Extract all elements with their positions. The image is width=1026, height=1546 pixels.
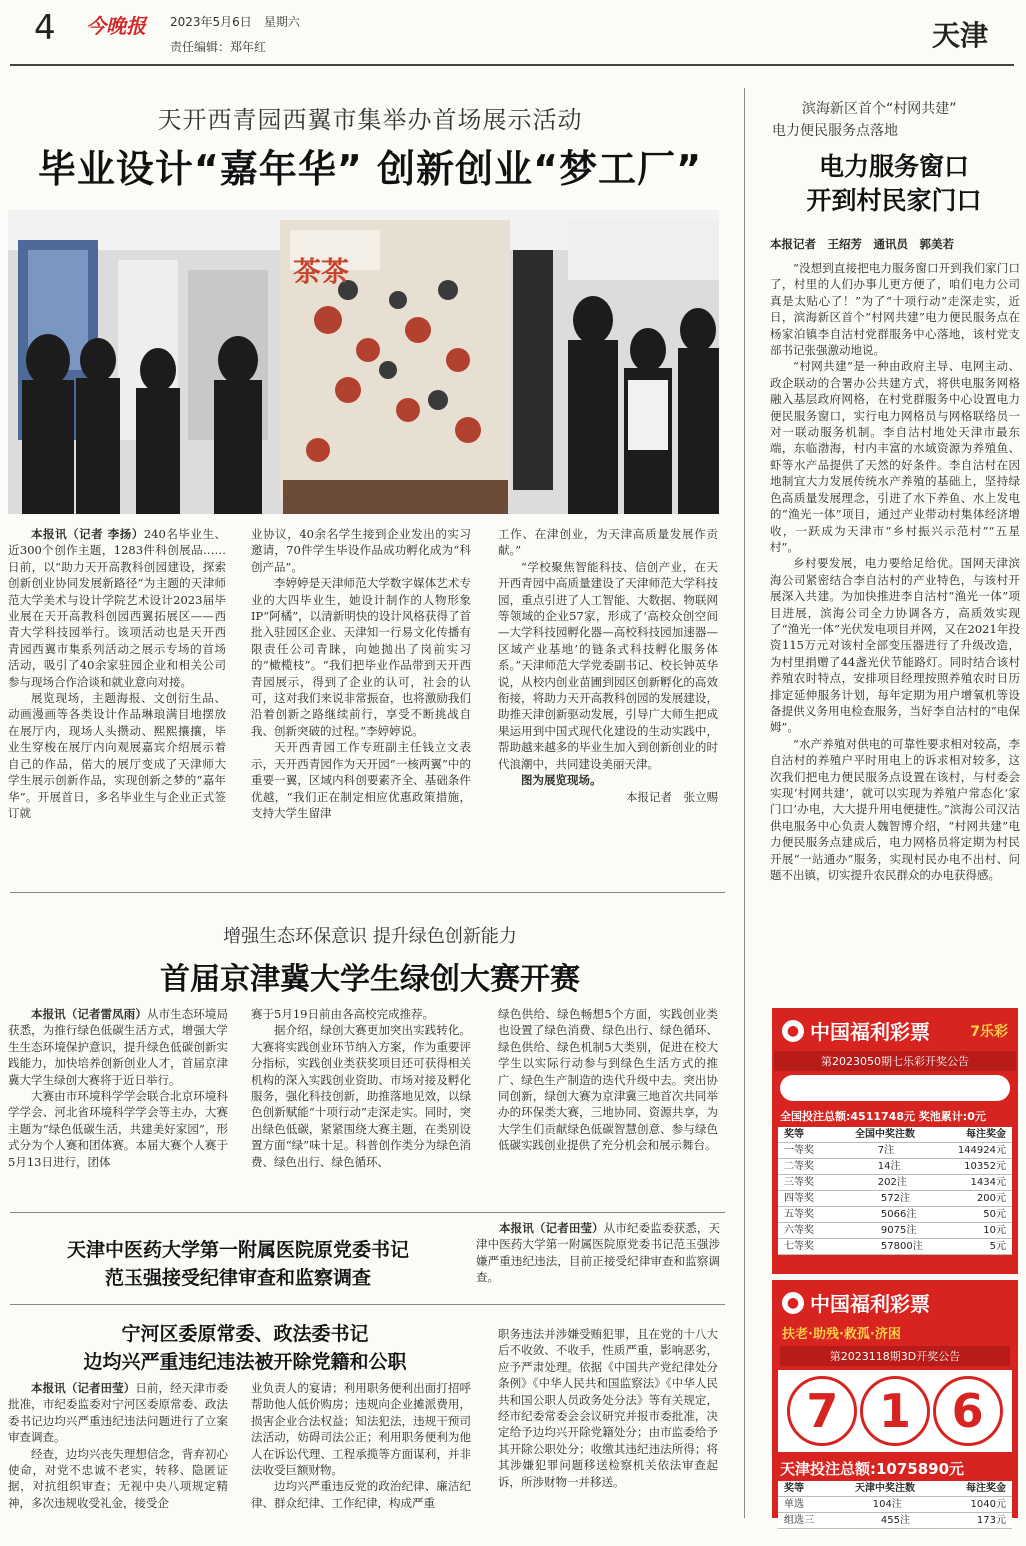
story2-col1: 本报讯（记者雷凤雨）从市生态环境局获悉，为推行绿色低碳生活方式，增强大学生生态环境保护意识，提升绿色低碳创新实践能力，加快培养创新创业人才，首届京津冀大学生绿创大赛将于近日举行。 大赛由市环境科学学会联合北京环境科学学会、河北省环境科学学会等主办，大赛主题为“绿色低碳生活，共建美好家园”，形式分为个人赛和团体赛。本届大赛个人赛于5月13日进行，团体 <box>8 1007 228 1169</box>
side-headline: 电力服务窗口 开到村民家门口 <box>806 152 982 215</box>
story3-headline: 天津中医药大学第一附属医院原党委书记 范玉强接受纪律审查和监察调查 <box>66 1239 409 1289</box>
story1-kicker: 天开西青园西翼市集举办首场展示活动 <box>157 106 583 134</box>
draw-ball: 1 <box>860 1376 930 1446</box>
side-kicker: 滨海新区首个“村网共建” 电力便民服务点落地 <box>772 101 957 139</box>
issue-date: 2023年5月6日 星期六 <box>170 15 300 29</box>
lottery1-numbers-strip <box>780 1075 1010 1101</box>
lottery-3d-ad <box>772 1280 1018 1546</box>
story4-col3: 职务违法并涉嫌受贿犯罪，且在党的十八大后不收敛、不收手，性质严重，影响恶劣，应予严肃处理。依据《中国共产党纪律处分条例》《中华人民共和国监察法》《中华人民共和国公职人员政务处分法》等有关规定，经市纪委常委会会议研究并报市委批准，决定给予边均兴开除党籍处分；由市监委给予其开除公职处分；收缴其违纪违法所得；将其涉嫌犯罪问题移送检察机关依法审查起诉，所涉财物一并移送。 <box>498 1327 718 1489</box>
draw-ball: 7 <box>787 1376 857 1446</box>
page-number: 4 <box>34 8 56 48</box>
lottery2-issue: 第2023118期3D开奖公告 <box>780 1346 1010 1366</box>
editor-credit: 责任编辑：郑年红 <box>170 40 267 54</box>
lottery1-table: 奖等 全国中奖注数 每注奖金 一等奖 7注 144924元 二等奖 14注 10352元 三等奖 202注 1434元 四等奖 572注 200元 五等奖 5066注 50元 六等奖 9075注 10元 七等奖 57800注 5元 <box>778 1127 1012 1255</box>
lottery2-balls <box>778 1370 1012 1452</box>
story2-kicker: 增强生态环保意识 提升绿色创新能力 <box>223 926 517 947</box>
story1-col3: 工作、在津创业，为天津高质量发展作贡献。” “学校聚焦智能科技、信创产业，在天开西青园中高质量建设了天津师范大学科技园，重点引进了人工智能、大数据、物联网等领域的企业57家，形成了‘高校众创空间—大学科技园孵化器—高校科技园加速器—区域产业基地’的链条式科技孵化服务体系。”天津师范大学党委副书记、校长钟英华说，从校内创业苗圃到园区创新孵化的高效衔接，将助力天开高教科创园的发展建设，助推天津创新驱动发展，引导广大师生把成果运用到中国式现代化建设的生动实践中，帮助越来越多的毕业生加入到创新创业的时代浪潮中，共同建设美丽天津。 图为展览现场。 本报记者 张立赐 <box>498 527 718 804</box>
story4-col1: 本报讯（记者田莹）日前，经天津市委批准，市纪委监委对宁河区委原常委、政法委书记边均兴严重违纪违法问题进行了立案审查调查。 经查，边均兴丧失理想信念，背弃初心使命，对党不忠诚不老实，转移、隐匿证据，对抗组织审查；无视中央八项规定精神，多次违规收受礼金，接受企 <box>8 1381 228 1510</box>
story3-body: 本报讯（记者田莹）从市纪委监委获悉，天津中医药大学第一附属医院原党委书记范玉强涉嫌严重违纪违法，目前正接受纪律审查和监察调查。 <box>476 1221 720 1285</box>
story2-col2: 赛于5月19日前由各高校完成推荐。 据介绍，绿创大赛更加突出实践转化。大赛将实践创业环节纳入方案，作为重要评分指标，实践创业类获奖项目还可获得相关机构的深入实践创业资助、市场对接及孵化服务，强化科技创新，助推落地见效，以绿色创新赋能“十项行动”走深走实。同时，突出绿色低碳，紧紧围绕大赛主题，在类别设置方面“绿”味十足。科普创作类分为绿色消费、绿色出行、绿色循环、 <box>251 1007 471 1169</box>
story1-headline: 毕业设计“嘉年华” 创新创业“梦工厂” <box>37 147 703 191</box>
story1-divider <box>10 892 725 893</box>
side-body: “没想到直接把电力服务窗口开到我们家门口了，村里的人们办事儿更方便了，咱们电力公司真是太贴心了！”为了“十项行动”走深走实，近日，滨海新区首个“村网共建”电力便民服务点在杨家泊镇李自沽村党群服务中心落地，该村党支部书记张强激动地说。 “村网共建”是一种由政府主导、电网主动、政企联动的合署办公共建方式，将供电服务网格融入基层政府网格，在村党群服务中心设置电力便民服务窗口，实行电力网格员与网格联络员一对一联动服务机制。李自沽村地处天津市最东端，东临渤海，村内丰富的水域资源为养殖鱼、虾等水产品提供了天然的好条件。李自沽村在因地制宜大力发展传统水产养殖的基础上，坚持绿色高质量发展理念，引进了水下养鱼、水上发电的“渔光一体”项目，通过产业带动村集体经济增收，一跃成为天津市“乡村振兴示范村”“五星村”。 乡村要发展，电力要给足给优。国网天津滨海公司紧密结合李自沽村的产业特色，与该村开展深入共建。为加快推进李自沽村“渔光一体”项目进展，滨海公司全力协调各方，高质效实现了“渔光一体”光伏发电项目并网，又在2021年投资115万元对该村全部变压器进行了升级改造，为村里捐赠了44盏光伏节能路灯。同时结合该村养殖农时特点，安排项目经理按照养殖农时日历排定延伸服务计划，每年定期为用户增氧机等设备提供义务用电检查服务，当好李自沽村的“电保姆”。 “水产养殖对供电的可靠性要求相对较高，李自沽村的养殖户平时用电上的诉求相对较多，这次我们把电力便民服务点设置在该村，与村委会实现‘村网共建’，就可以实现为养殖户常态化‘家门口’办电，大大提升用电便捷性。”滨海公司汉沽供电服务中心负责人魏智博介绍，“村网共建”电力便民服务点建成后，电力网格员将定期为村民开展“一站通办”服务，实现村民办电不出村、问题不出镇，切实提升农民群众的办电获得感。 <box>770 261 1020 883</box>
story3-divider <box>10 1304 725 1305</box>
column-divider <box>744 88 745 1518</box>
exhibition-scene <box>8 210 719 514</box>
poster-title: 茶茶 <box>293 255 350 288</box>
lottery2-table: 奖等 天津中奖注数 每注奖金 单选 104注 1040元 组选三 455注 173元 <box>778 1481 1012 1529</box>
newspaper-logo: 今晚报 <box>86 14 146 38</box>
story2-headline: 首届京津冀大学生绿创大赛开赛 <box>160 962 580 997</box>
lottery1-total: 全国投注总额:4511748元 奖池累计:0元 <box>780 1110 986 1123</box>
lottery2-total: 天津投注总额:1075890元 <box>780 1460 965 1478</box>
story2-col3: 绿色供给、绿色畅想5个方面，实践创业类也设置了绿色消费、绿色出行、绿色循环、绿色供给、绿色机制5大类别，促进在校大学生以实际行动参与到绿色生活方式的推广、绿色生产制造的迭代升级中去。突出协同创新，绿创大赛为京津冀三地首次共同举办的环保类大赛，三地协同、资源共享，为大学生们贡献绿色低碳智慧创意、参与绿色低碳实践创业提供了充分机会和展示舞台。 <box>498 1007 718 1153</box>
welfare-lottery-logo-icon: ● <box>782 1020 804 1042</box>
lottery1-brand: ● 中国福利彩票 7乐彩 <box>774 1010 1016 1051</box>
section-name: 天津 <box>932 19 989 52</box>
lottery2-slogan: 扶老·助残·救孤·济困 <box>782 1327 901 1342</box>
lottery1-issue: 第2023050期七乐彩开奖公告 <box>774 1051 1016 1071</box>
lottery2-footer: 福彩在线 公益同行 <box>853 1535 937 1546</box>
header-rule <box>10 64 1014 66</box>
story1-col2: 业协议，40余名学生接到企业发出的实习邀请，70件学生毕设作品成功孵化成为“科创产品”。 李婷婷是天津师范大学数字媒体艺术专业的大四毕业生，她设计制作的人物形象IP“阿橘”，以清新明快的设计风格获得了首批入驻园区企业、天津知一行易文化传播有限责任公司青睐，向她抛出了岗前实习的“橄榄枝”。“我们把毕业作品带到天开西青园展示，得到了企业的认可，社会的认可，这对我们来说非常振奋，也将激励我们沿着创新之路继续前行，享受不断挑战自我、创新突破的过程。”李婷婷说。 天开西青园工作专班副主任钱立文表示，天开西青园作为天开园“一核两翼”中的重要一翼，区域内科创要素齐全、基础条件优越，“我们正在制定相应优惠政策措施，支持大学生留津 <box>251 527 471 820</box>
story4-headline: 宁河区委原常委、政法委书记 边均兴严重违纪违法被开除党籍和公职 <box>83 1323 407 1373</box>
lottery-7lecai-ad <box>772 1008 1018 1274</box>
story2-divider <box>10 1212 725 1213</box>
lottery2-brand: ● 中国福利彩票 <box>774 1282 1016 1323</box>
story4-col2: 业负责人的宴请；利用职务便利出面打招呼帮助他人低价购房；违规向企业摊派费用，损害企业合法权益；知法犯法，违规干预司法活动，妨碍司法公正；利用职务便利为他人在诉讼代理、工程承揽等方面谋利，并非法收受巨额财物。 边均兴严重违反党的政治纪律、廉洁纪律、群众纪律、工作纪律，构成严重 <box>251 1381 471 1510</box>
exhibition-photo <box>8 210 719 514</box>
welfare-lottery-logo-icon: ● <box>782 1292 804 1314</box>
story1-col1: 本报讯（记者 李扬）240名毕业生、近300个创作主题，1283件科创展品……日前，以“助力天开高教科创园建设，探索创新创业协同发展新路径”为主题的天津师范大学美术与设计学院艺术设计2023届毕业展在天开高教科创园西翼拓展区——西青大学科技园举行。该项活动也是天开西青园西翼市集系列活动之展示专场的首场活动，吸引了40余家驻园企业和相关公司参与现场合作洽谈和就业意向对接。 展览现场，主题海报、文创衍生品、动画漫画等各类设计作品琳琅满目地摆放在展厅内，现场人头攒动、熙熙攘攘，毕业生穿梭在展厅内向观展嘉宾介绍展示着自己的作品，偌大的展厅变成了天津师大学生展示创新作品，实现创新之梦的“嘉年华”。开展首日，多名毕业生与企业正式签订就 <box>8 527 226 820</box>
side-byline: 本报记者 王绍芳 通讯员 郭美若 <box>770 237 954 251</box>
draw-ball: 6 <box>933 1376 1003 1446</box>
